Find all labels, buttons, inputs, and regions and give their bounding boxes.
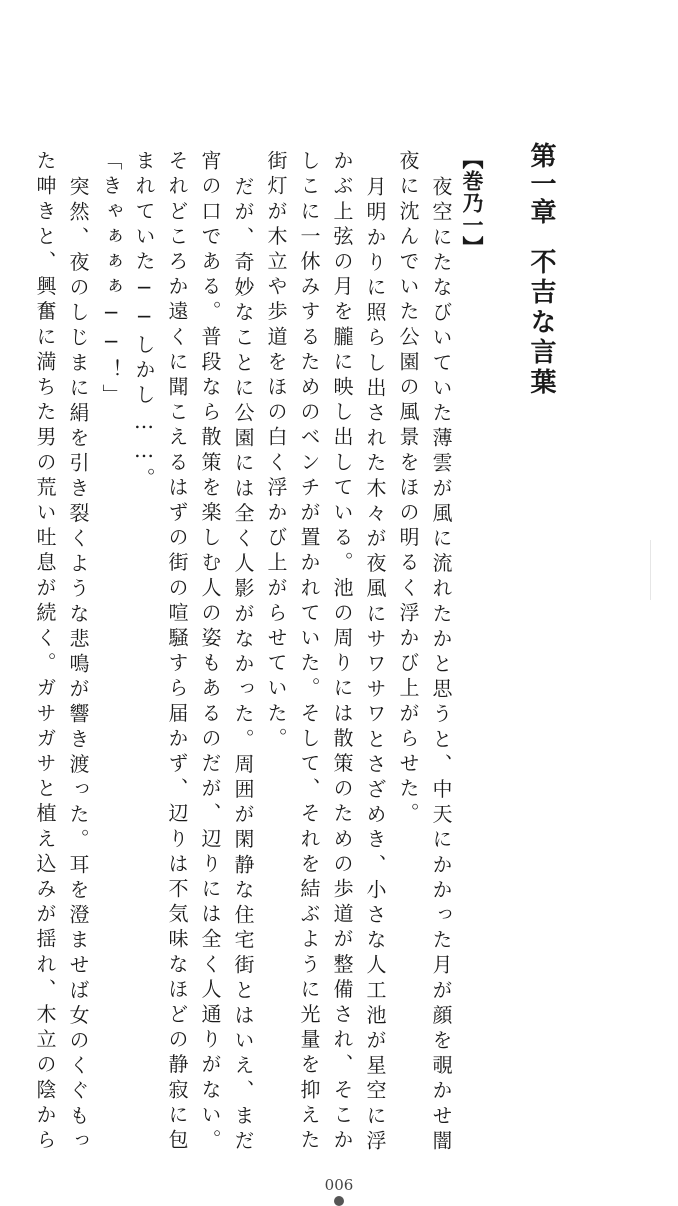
text-column: 「きゃぁぁぁ──！」 <box>99 150 123 409</box>
text-column: 街灯が木立や歩道をほの白く浮かび上がらせていた。 <box>264 150 288 753</box>
chapter-number: 第一章 <box>526 142 556 226</box>
text-column: かぶ上弦の月を朧に映し出している。池の周りには散策のための歩道が整備され、そこか <box>330 150 354 1154</box>
chapter-heading <box>528 142 554 398</box>
text-column: だが、奇妙なことに公園には全く人影がなかった。周囲が閑静な住宅街とはいえ、まだ <box>231 176 255 1155</box>
text-column: しこに一休みするためのベンチが置かれていた。そして、それを結ぶように光量を抑えた <box>297 150 321 1154</box>
text-column: まれていた──しかし……。 <box>132 150 156 493</box>
text-column: 突然、夜のしじまに絹を引き裂くような悲鳴が響き渡った。耳を澄ませば女のくぐもっ <box>66 176 90 1155</box>
text-column: 宵の口である。普段なら散策を楽しむ人の姿もあるのだが、辺りには全く人通りがない。 <box>198 150 222 1154</box>
page-marker-dot <box>334 1196 344 1206</box>
chapter-title: 不吉な言葉 <box>526 248 556 398</box>
text-column: それどころか遠くに聞こえるはずの街の喧騒すら届かず、辺りは不気味なほどの静寂に包 <box>165 150 189 1154</box>
page-number: 006 <box>324 1176 354 1194</box>
margin-mark <box>650 540 657 600</box>
text-column: 月明かりに照らし出された木々が夜風にサワサワとさざめき、小さな人工池が星空に浮 <box>363 176 387 1155</box>
text-column: た呻きと、興奮に満ちた男の荒い吐息が続く。ガサガサと植え込みが揺れ、木立の陰から <box>33 150 57 1154</box>
text-column: 夜空にたなびいていた薄雲が風に流れたかと思うと、中天にかかった月が顔を覗かせ闇 <box>429 176 453 1155</box>
volume-heading: 【巻乃一】 <box>460 148 485 258</box>
text-column: 夜に沈んでいた公園の風景をほの明るく浮かび上がらせた。 <box>396 150 420 828</box>
